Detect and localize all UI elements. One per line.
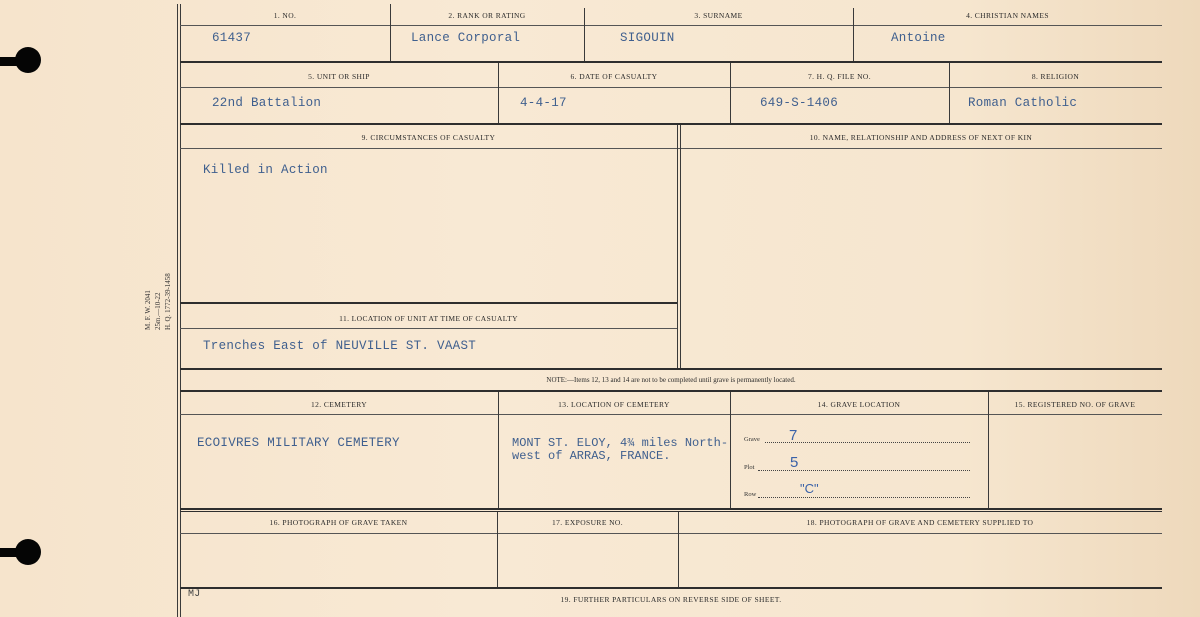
value-unit: 22nd Battalion bbox=[212, 96, 322, 110]
divider bbox=[677, 125, 678, 368]
row3-header-line bbox=[180, 148, 1162, 149]
value-hq-file: 649-S-1406 bbox=[760, 96, 839, 110]
label-hq-file: 7. H. Q. FILE NO. bbox=[807, 72, 872, 81]
row2-header-line bbox=[180, 87, 1162, 88]
initials: MJ bbox=[188, 589, 201, 600]
value-location-of-unit: Trenches East of NEUVILLE ST. VAAST bbox=[203, 339, 477, 353]
label-religion: 8. RELIGION bbox=[1031, 72, 1080, 81]
value-circumstances: Killed in Action bbox=[203, 163, 328, 177]
row1-header-line bbox=[180, 25, 1162, 26]
row-label: Row bbox=[744, 491, 757, 498]
plot-value: 5 bbox=[790, 454, 799, 471]
divider bbox=[730, 392, 731, 508]
divider bbox=[988, 392, 989, 508]
row4-bottom bbox=[180, 508, 1162, 510]
form-code-side: M. F. W. 2041 25m.—10-22 H. Q. 1772-39-1458 bbox=[144, 273, 172, 330]
label-exposure-no: 17. EXPOSURE NO. bbox=[552, 518, 623, 527]
label-christian-names: 4. CHRISTIAN NAMES bbox=[966, 11, 1049, 20]
left-border bbox=[177, 4, 178, 617]
label-cemetery: 12. CEMETERY bbox=[310, 400, 368, 409]
divider bbox=[680, 125, 681, 368]
label-surname: 3. SURNAME bbox=[694, 11, 743, 20]
row-loc-line bbox=[180, 328, 677, 329]
value-rank: Lance Corporal bbox=[411, 31, 521, 45]
label-grave-location: 14. GRAVE LOCATION bbox=[817, 400, 901, 409]
value-date: 4-4-17 bbox=[520, 96, 567, 110]
punch-hole-bottom bbox=[15, 539, 41, 565]
label-unit: 5. UNIT OR SHIP bbox=[308, 72, 370, 81]
divider bbox=[498, 392, 499, 508]
value-surname: SIGOUIN bbox=[620, 31, 675, 45]
punch-hole-top bbox=[15, 47, 41, 73]
row4-header-line bbox=[180, 414, 1162, 415]
label-photo-taken: 16. PHOTOGRAPH OF GRAVE TAKEN bbox=[269, 518, 408, 527]
note-bottom bbox=[180, 390, 1162, 392]
row2-bottom bbox=[180, 123, 1162, 125]
row5-bottom bbox=[180, 587, 1162, 589]
row1-bottom bbox=[180, 61, 1162, 63]
note-text: NOTE:—Items 12, 13 and 14 are not to be completed until grave is permanently located. bbox=[546, 376, 796, 384]
label-further-particulars: 19. FURTHER PARTICULARS ON REVERSE SIDE OF SHEET. bbox=[560, 595, 782, 604]
value-cemetery: ECOIVRES MILITARY CEMETERY bbox=[197, 436, 400, 450]
label-next-of-kin: 10. NAME, RELATIONSHIP AND ADDRESS OF NEXT OF KIN bbox=[809, 133, 1033, 142]
label-no: 1. NO. bbox=[273, 11, 297, 20]
label-location-of-unit: 11. LOCATION OF UNIT AT TIME OF CASUALTY bbox=[339, 314, 518, 323]
grave-value: 7 bbox=[789, 427, 798, 444]
label-rank: 2. RANK OR RATING bbox=[448, 11, 526, 20]
grave-label: Grave bbox=[744, 436, 760, 443]
label-photo-supplied: 18. PHOTOGRAPH OF GRAVE AND CEMETERY SUPPLIED TO bbox=[806, 518, 1034, 527]
value-religion: Roman Catholic bbox=[968, 96, 1078, 110]
value-christian-names: Antoine bbox=[891, 31, 946, 45]
label-registered-no: 15. REGISTERED NO. OF GRAVE bbox=[1014, 400, 1136, 409]
row-value: "C" bbox=[800, 481, 819, 496]
value-location-cemetery-line2: west of ARRAS, FRANCE. bbox=[512, 449, 671, 463]
row3-divider bbox=[180, 302, 677, 304]
row4-bottom2 bbox=[180, 511, 1162, 512]
value-location-cemetery-line1: MONT ST. ELOY, 4¾ miles North- bbox=[512, 436, 729, 450]
row3-bottom bbox=[180, 368, 1162, 370]
label-date: 6. DATE OF CASUALTY bbox=[570, 72, 658, 81]
value-no: 61437 bbox=[212, 31, 252, 45]
label-circumstances: 9. CIRCUMSTANCES OF CASUALTY bbox=[361, 133, 496, 142]
row5-header-line bbox=[180, 533, 1162, 534]
label-location-cemetery: 13. LOCATION OF CEMETERY bbox=[558, 400, 670, 409]
row-dots bbox=[758, 497, 970, 498]
plot-label: Plot bbox=[744, 464, 755, 471]
